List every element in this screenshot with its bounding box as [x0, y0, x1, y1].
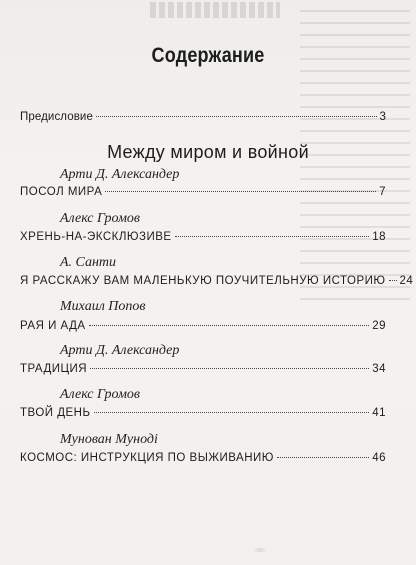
entry-title: РАЯ И АДА — [20, 320, 86, 332]
toc-entry — [20, 363, 386, 379]
entry-title: ХРЕНЬ-НА-ЭКСКЛЮЗИВЕ — [20, 231, 172, 243]
bleed-through-heading — [150, 2, 280, 18]
entry-page: 24 — [399, 275, 414, 287]
entry-title: ПОСОЛ МИРА — [20, 186, 103, 198]
toc-entry — [20, 275, 414, 291]
entry-title: ТРАДИЦИЯ — [20, 363, 88, 375]
entry-title: Предисловие — [20, 111, 93, 123]
toc-entry — [20, 186, 386, 202]
entry-title: КОСМОС: ИНСТРУКЦИЯ ПО ВЫЖИВАНИЮ — [20, 452, 274, 464]
entry-author: Мунован Мунодi — [60, 432, 158, 447]
leader-dots — [105, 191, 376, 192]
entry-author: Алекс Громов — [60, 387, 141, 402]
toc-heading: Содержание — [151, 44, 265, 67]
entry-author: Арти Д. Александер — [60, 343, 180, 358]
entry-author: Михаил Попов — [60, 299, 146, 314]
toc-entry — [20, 407, 386, 423]
entry-page: 7 — [379, 186, 386, 198]
entry-page: 46 — [372, 452, 386, 464]
leader-dots — [94, 412, 370, 413]
toc-entry-preface — [20, 111, 386, 127]
entry-page: 18 — [372, 231, 386, 243]
entry-page: 34 — [372, 363, 386, 375]
entry-author: Алекс Громов — [60, 211, 141, 226]
toc-entry — [20, 320, 386, 336]
entry-page: 41 — [372, 407, 386, 419]
leader-dots — [175, 236, 370, 237]
paper-mark — [250, 548, 270, 552]
entry-author: А. Санти — [60, 255, 117, 270]
toc-entry — [20, 452, 386, 468]
leader-dots — [96, 116, 377, 117]
entry-title: ТВОЙ ДЕНЬ — [20, 407, 91, 419]
toc-entry — [20, 231, 386, 247]
leader-dots — [90, 368, 369, 369]
entry-author: Арти Д. Александер — [60, 167, 180, 182]
leader-dots — [89, 325, 370, 326]
entry-page: 29 — [372, 320, 386, 332]
leader-dots — [389, 280, 397, 281]
leader-dots — [277, 457, 369, 458]
entry-title: Я РАССКАЖУ ВАМ МАЛЕНЬКУЮ ПОУЧИТЕЛЬНУЮ ИСТОРИЮ — [20, 275, 386, 287]
section-title: Между миром и войной — [107, 142, 309, 162]
entry-page: 3 — [379, 111, 386, 123]
